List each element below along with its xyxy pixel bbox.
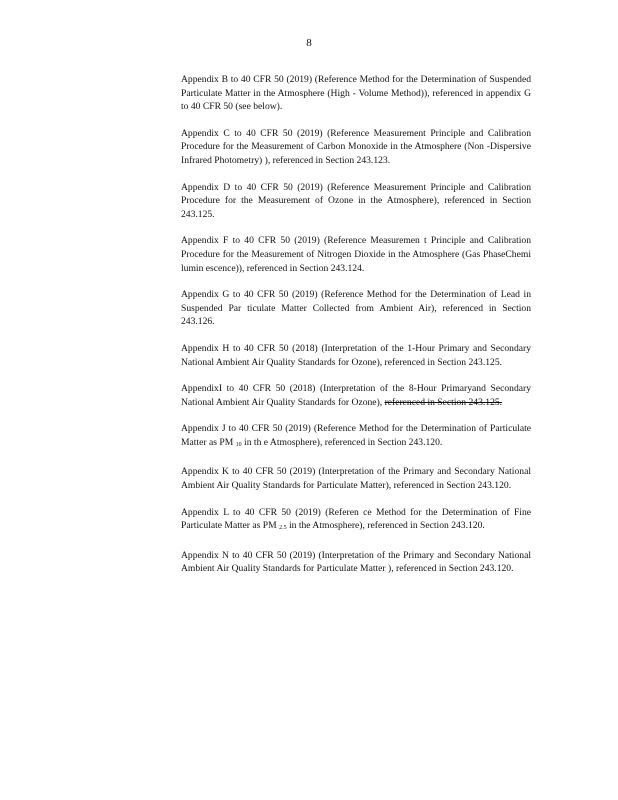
appendix-l-text-after: in the Atmosphere), referenced in Section 243.120.: [288, 520, 485, 532]
appendix-l-paragraph: [181, 506, 531, 536]
appendix-l-subscript: 2.5: [279, 525, 287, 532]
appendix-i-text: AppendixI to 40 CFR 50 (2018) (Interpretation of the 8-Hour Primaryand Secondary National Ambient Air Quality Standards for Ozone),: [181, 383, 531, 408]
appendix-list: [181, 73, 531, 589]
appendix-j-subscript: 10: [235, 441, 242, 448]
appendix-i-paragraph: [181, 382, 531, 409]
appendix-f-paragraph: Appendix F to 40 CFR 50 (2019) (Reference Measuremen t Principle and Calibration Procedure for the Measurement of Nitrogen Dioxide in the Atmosphere (Gas PhaseChemi lumin escence)), referenced in Section 243.124.: [181, 235, 531, 274]
appendix-h-paragraph: Appendix H to 40 CFR 50 (2018) (Interpretation of the 1-Hour Primary and Secondary National Ambient Air Quality Standards for Ozone), referenced in Section 243.125.: [181, 342, 531, 368]
appendix-j-text-after: in th e Atmosphere), referenced in Section 243.120.: [244, 436, 443, 448]
appendix-g-paragraph: Appendix G to 40 CFR 50 (2019) (Reference Method for the Determination of Lead in Suspended Par ticulate Matter Collected from Ambient Air), referenced in Section 243.126.: [181, 289, 531, 328]
appendix-j-text-before: Appendix J to 40 CFR 50 (2019) (Reference Method for the Determination of Particulate Matter as PM: [181, 423, 531, 448]
appendix-k-paragraph: Appendix K to 40 CFR 50 (2019) (Interpretation of the Primary and Secondary National Ambient Air Quality Standards for Particulate Matter), referenced in Section 243.120.: [181, 466, 531, 492]
appendix-d-paragraph: Appendix D to 40 CFR 50 (2019) (Reference Measurement Principle and Calibration Procedure for the Measurement of Ozone in the Atmosphere), referenced in Section 243.125.: [181, 181, 531, 220]
page-number: 8: [306, 37, 312, 49]
appendix-j-paragraph: [181, 422, 531, 452]
appendix-n-paragraph: Appendix N to 40 CFR 50 (2019) (Interpretation of the Primary and Secondary National Ambient Air Quality Standards for Particulate Matter ), referenced in Section 243.120.: [181, 549, 531, 575]
appendix-l-text-before: Appendix L to 40 CFR 50 (2019) (Referen ce Method for the Determination of Fine Particulate Matter as PM: [181, 506, 531, 532]
appendix-b-paragraph: Appendix B to 40 CFR 50 (2019) (Reference Method for the Determination of Suspended Particulate Matter in the Atmosphere (High - Volume Method)), referenced in appendix G to 40 CFR 50 (see below).: [181, 74, 531, 113]
appendix-i-struck-reference: referenced in Section 243.125.: [384, 396, 503, 408]
appendix-c-paragraph: Appendix C to 40 CFR 50 (2019) (Reference Measurement Principle and Calibration Procedure for the Measurement of Carbon Monoxide in the Atmosphere (Non -Dispersive Infrared Photometry) ), referenced in Section 243.123.: [181, 127, 531, 166]
